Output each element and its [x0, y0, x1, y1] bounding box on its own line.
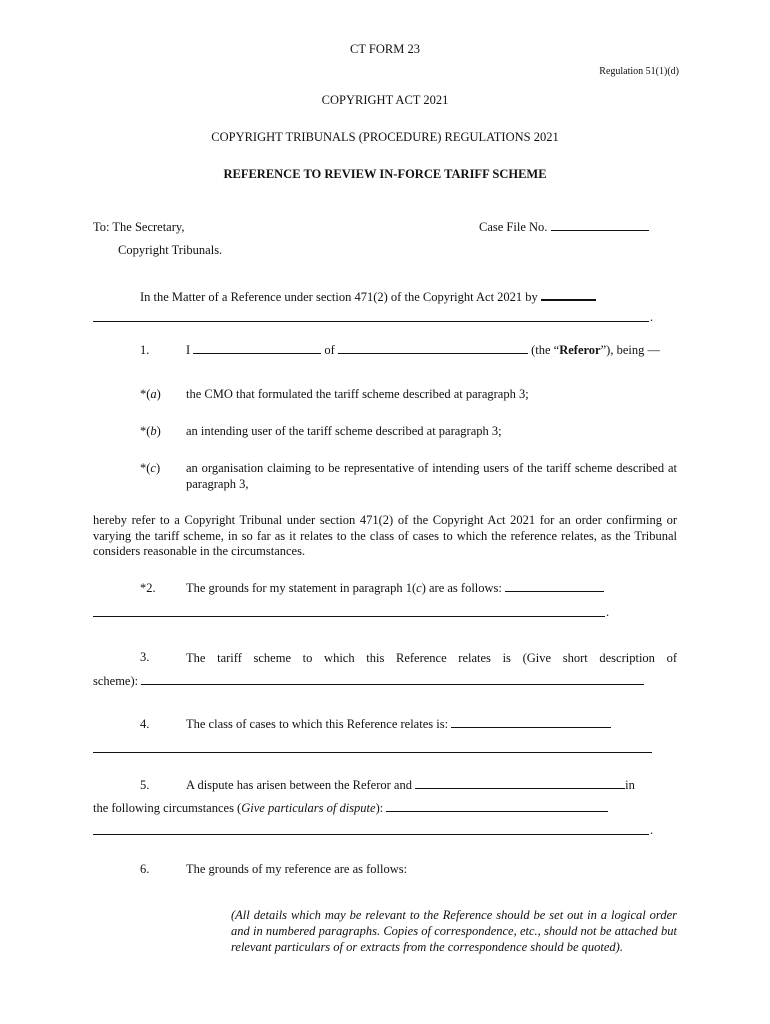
para1-the: (the “ — [531, 343, 560, 357]
case-file-text: Case File No. — [479, 220, 548, 234]
case-file-blank[interactable] — [551, 220, 649, 231]
para2-period: . — [606, 605, 610, 619]
hereby-paragraph: hereby refer to a Copyright Tribunal under section 471(2) of the Copyright Act 2021 for an order confirming or varying the tariff scheme, in so far as it relates to the class of cases to which the reference relates, as the Tribunal considers reasonable in the circumstances. — [93, 513, 677, 558]
para5-particulars-blank[interactable] — [386, 801, 608, 812]
para4-line: The class of cases to which this Reference relates is: — [186, 717, 611, 732]
para5-line-3[interactable] — [93, 834, 649, 835]
regulation-ref: Regulation 51(1)(d) — [599, 66, 679, 77]
matter-blank[interactable] — [541, 289, 596, 301]
para2-line: The grounds for my statement in paragraph 1(c) are as follows: — [186, 581, 604, 596]
form-title: REFERENCE TO REVIEW IN-FORCE TARIFF SCHEME — [223, 167, 547, 181]
para1-being: ”), being — — [600, 343, 660, 357]
para1-line — [186, 343, 660, 358]
matter-text — [140, 289, 596, 305]
option-b-text: an intending user of the tariff scheme described at paragraph 3; — [186, 424, 502, 438]
para5-number: 5. — [140, 778, 150, 792]
para6-number: 6. — [140, 862, 150, 876]
case-file-label — [479, 220, 649, 235]
para6-text: The grounds of my reference are as follows: — [186, 862, 408, 876]
para1-i: I — [186, 343, 191, 357]
para5-party-blank[interactable] — [415, 778, 625, 789]
referor-name-blank[interactable] — [193, 343, 321, 354]
option-b-label: *(b) — [140, 424, 161, 438]
para2-blank[interactable] — [505, 581, 604, 592]
para3-scheme: scheme): — [93, 674, 644, 689]
para4-number: 4. — [140, 717, 150, 731]
regulations-title: COPYRIGHT TRIBUNALS (PROCEDURE) REGULATIONS 2021 — [211, 130, 559, 144]
option-a-label: *(a) — [140, 387, 161, 401]
option-c-text: an organisation claiming to be representative of intending users of the tariff scheme described at paragraph 3, — [186, 461, 677, 491]
para3-number: 3. — [140, 650, 150, 664]
to-secretary: To: The Secretary, — [93, 220, 185, 234]
referor-address-blank[interactable] — [338, 343, 528, 354]
matter-line-2[interactable] — [93, 321, 649, 322]
tribunals-line: Copyright Tribunals. — [118, 243, 223, 257]
option-c-label: *(c) — [140, 461, 161, 475]
para3-text: The tariff scheme to which this Reference relates is (Give short description of — [186, 651, 677, 665]
para1-of: of — [324, 343, 335, 357]
referor-term: Referor — [559, 343, 601, 357]
act-title: COPYRIGHT ACT 2021 — [321, 93, 449, 107]
form-number: CT FORM 23 — [350, 42, 420, 56]
para4-blank[interactable] — [451, 717, 611, 728]
option-a-text: the CMO that formulated the tariff scheme described at paragraph 3; — [186, 387, 529, 401]
matter-period: . — [650, 310, 654, 324]
para5-follow: the following circumstances (Give particulars of dispute): — [93, 801, 608, 816]
para1-number: 1. — [140, 343, 150, 357]
para2-line-2[interactable] — [93, 616, 605, 617]
para5-period: . — [650, 823, 654, 837]
para2-number: *2. — [140, 581, 156, 595]
matter-label: In the Matter of a Reference under section 471(2) of the Copyright Act 2021 by — [140, 290, 538, 304]
para4-line-2[interactable] — [93, 752, 652, 753]
instruction-note: (All details which may be relevant to the Reference should be set out in a logical order and in numbered paragraphs. Copies of correspondence, etc., should not be attached but relevant particulars of or extracts from the correspondence should be quoted). — [231, 908, 677, 954]
para5-line: A dispute has arisen between the Referor and in — [186, 778, 635, 792]
para3-blank[interactable] — [141, 674, 644, 685]
